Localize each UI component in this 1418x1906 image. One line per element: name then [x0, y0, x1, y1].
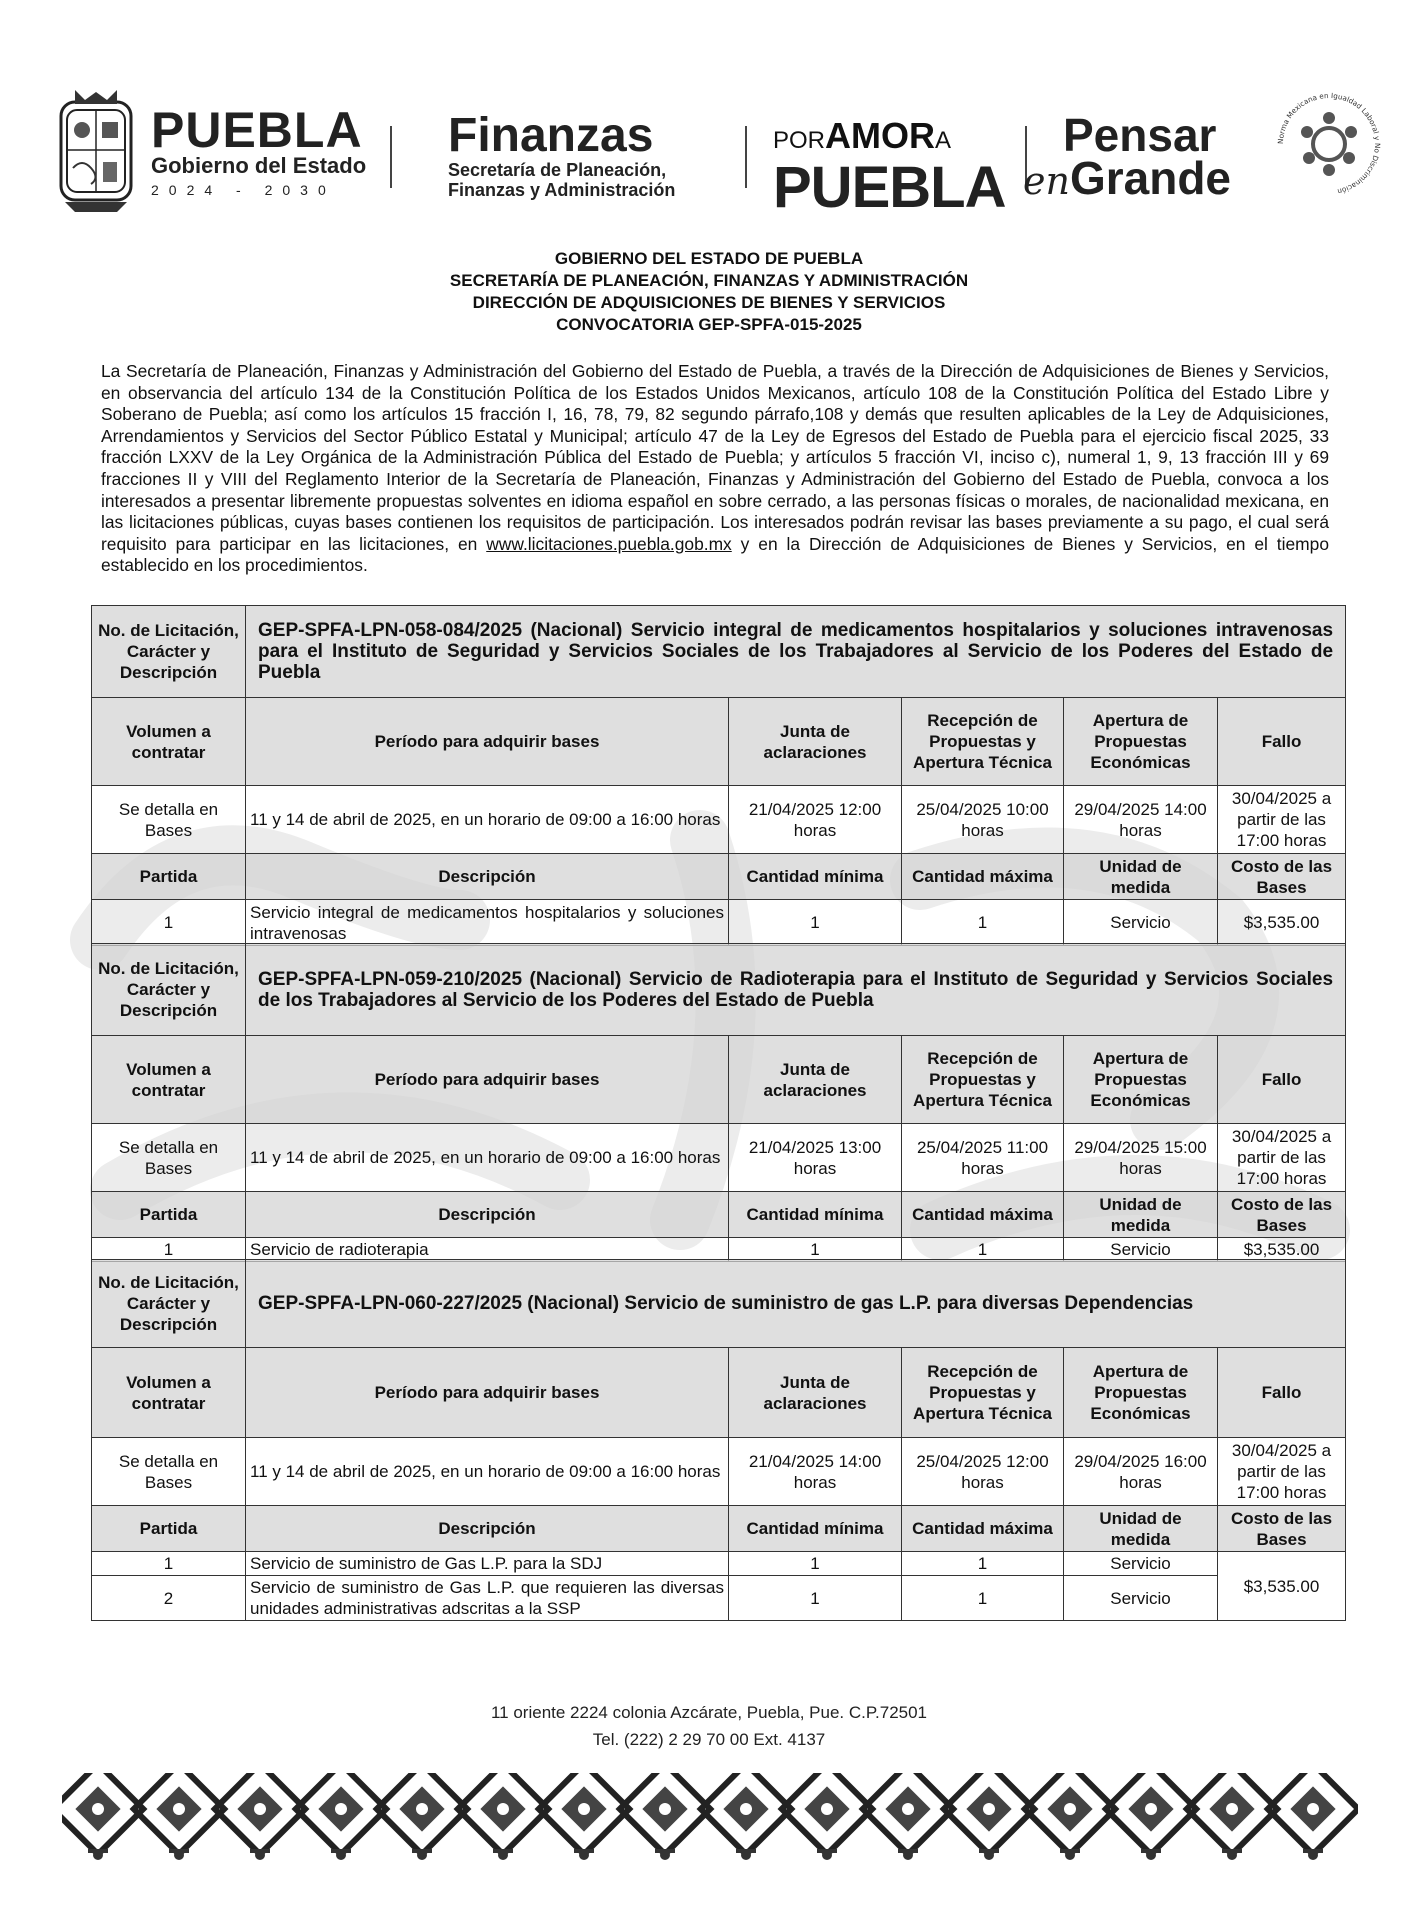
partida-descripcion: Servicio de radioterapia — [246, 1238, 729, 1262]
label-recepcion: Recepción de Propuestas y Apertura Técnica — [902, 1036, 1064, 1124]
intro-paragraph — [101, 361, 1329, 577]
licitacion-table-2 — [91, 943, 1346, 1262]
partida-number: 1 — [92, 900, 246, 946]
recepcion-value: 25/04/2025 11:00 horas — [902, 1124, 1064, 1192]
partida-cant-min: 1 — [729, 1552, 902, 1576]
licitacion-title: GEP-SPFA-LPN-059-210/2025 (Nacional) Servicio de Radioterapia para el Instituto de Seguridad y Servicios Sociales de los Trabajadores al Servicio de los Poderes del Estado de Puebla — [246, 944, 1346, 1036]
partida-unidad: Servicio — [1064, 1238, 1218, 1262]
junta-value: 21/04/2025 12:00 horas — [729, 786, 902, 854]
recepcion-value: 25/04/2025 10:00 horas — [902, 786, 1064, 854]
label-costo: Costo de las Bases — [1218, 1506, 1346, 1552]
finanzas-logo — [448, 109, 676, 200]
licitacion-table-3 — [91, 1259, 1346, 1621]
label-partida: Partida — [92, 1192, 246, 1238]
label-costo: Costo de las Bases — [1218, 1192, 1346, 1238]
label-no-licitacion: No. de Licitación, Carácter y Descripción — [92, 1260, 246, 1348]
partida-cant-max: 1 — [902, 900, 1064, 946]
label-volumen: Volumen a contratar — [92, 1036, 246, 1124]
table-row — [92, 1238, 1346, 1262]
label-cant-min: Cantidad mínima — [729, 1192, 902, 1238]
partida-costo: $3,535.00 — [1218, 1238, 1346, 1262]
intro-text: La Secretaría de Planeación, Finanzas y Administración del Gobierno del Estado de Puebla, a través de la Dirección de Adquisiciones de Bienes y Servicios, en observancia del artículo 134 de la Constitución Política de los Estados Unidos Mexicanos, artículo 108 de la Constitución Política del Estado Libre y Soberano de Puebla; así como los artículos 15 fracción I, 16, 78, 79, 82 segundo párrafo,108 y demás que resulten aplicables de la Ley de Adquisiciones, Arrendamientos y Servicios del Sector Público Estatal y Municipal; artículo 47 de la Ley de Egresos del Estado de Puebla para el ejercicio fiscal 2025, 33 fracción LXXV de la Ley Orgánica de la Administración Pública del Estado de Puebla; y artículos 5 fracción VI, inciso c), numeral 1, 9, 13 fracción III y 69 fracciones II y VIII del Reglamento Interior de la Secretaría de Planeación, Finanzas y Administración del Gobierno del Estado de Puebla, convoca a los interesados a presentar libremente propuestas solventes en idioma español en sobre cerrado, a las personas físicas o morales, de nacionalidad mexicana, en las licitaciones públicas, cuyas bases contienen los requisitos de participación. Los interesados podrán revisar las bases previamente a su pago, el cual será requisito para participar en las licitaciones, en — [101, 361, 1329, 554]
label-descripcion: Descripción — [246, 1506, 729, 1552]
heading-line-gobierno: GOBIERNO DEL ESTADO DE PUEBLA — [554, 249, 864, 268]
label-apertura: Apertura de Propuestas Económicas — [1064, 698, 1218, 786]
volumen-value: Se detalla en Bases — [92, 1438, 246, 1506]
partida-number: 2 — [92, 1576, 246, 1621]
label-recepcion: Recepción de Propuestas y Apertura Técnica — [902, 698, 1064, 786]
puebla-logo-title: PUEBLA — [151, 102, 363, 158]
label-partida: Partida — [92, 1506, 246, 1552]
label-no-licitacion: No. de Licitación, Carácter y Descripción — [92, 944, 246, 1036]
partida-cant-min: 1 — [729, 900, 902, 946]
label-unidad: Unidad de medida — [1064, 1506, 1218, 1552]
licitaciones-link[interactable]: www.licitaciones.puebla.gob.mx — [486, 533, 732, 554]
label-apertura: Apertura de Propuestas Económicas — [1064, 1348, 1218, 1438]
licitacion-title: GEP-SPFA-LPN-058-084/2025 (Nacional) Servicio integral de medicamentos hospitalarios y soluciones intravenosas para el Instituto de Seguridad y Servicios Sociales de los Trabajadores al Servicio de los Poderes del Estado de Puebla — [246, 606, 1346, 698]
puebla-logo-subtitle: Gobierno del Estado — [151, 153, 367, 178]
en-word: en — [1023, 159, 1070, 203]
intro-text-end: y en la Dirección de Adquisiciones de Bienes y Servicios, en el tiempo establecido en los procedimientos. — [101, 533, 1329, 576]
seal-text: Norma Mexicana en Igualdad Laboral y No Discriminación — [1275, 90, 1383, 197]
partida-cant-max: 1 — [902, 1238, 1064, 1262]
decorative-border-pattern — [62, 1773, 1358, 1865]
label-descripcion: Descripción — [246, 854, 729, 900]
label-unidad: Unidad de medida — [1064, 1192, 1218, 1238]
label-junta: Junta de aclaraciones — [729, 1348, 902, 1438]
label-apertura: Apertura de Propuestas Económicas — [1064, 1036, 1218, 1124]
volumen-value: Se detalla en Bases — [92, 786, 246, 854]
label-cant-max: Cantidad máxima — [902, 1506, 1064, 1552]
heading-line-convocatoria: CONVOCATORIA GEP-SPFA-015-2025 — [556, 315, 862, 334]
table-row — [92, 1552, 1346, 1576]
footer-phone: Tel. (222) 2 29 70 00 Ext. 4137 — [592, 1730, 826, 1749]
pensar-word: Pensar — [1063, 109, 1217, 161]
partida-cant-min: 1 — [729, 1576, 902, 1621]
label-partida: Partida — [92, 854, 246, 900]
partida-costo: $3,535.00 — [1218, 900, 1346, 946]
junta-value: 21/04/2025 14:00 horas — [729, 1438, 902, 1506]
pensar-en-grande-logo — [1023, 109, 1232, 204]
label-cant-max: Cantidad máxima — [902, 1192, 1064, 1238]
partida-costo: $3,535.00 — [1218, 1552, 1346, 1621]
finanzas-logo-title: Finanzas — [448, 109, 654, 162]
volumen-value: Se detalla en Bases — [92, 1124, 246, 1192]
fallo-value: 30/04/2025 a partir de las 17:00 horas — [1218, 1124, 1346, 1192]
por-amor-word-puebla: PUEBLA — [773, 155, 1006, 220]
partida-cant-max: 1 — [902, 1576, 1064, 1621]
document-heading — [0, 248, 1418, 336]
partida-unidad: Servicio — [1064, 1576, 1218, 1621]
logo-divider — [745, 126, 747, 188]
licitacion-title: GEP-SPFA-LPN-060-227/2025 (Nacional) Servicio de suministro de gas L.P. para diversas Dependencias — [246, 1260, 1346, 1348]
fallo-value: 30/04/2025 a partir de las 17:00 horas — [1218, 1438, 1346, 1506]
footer-contact — [0, 1699, 1418, 1753]
periodo-value: 11 y 14 de abril de 2025, en un horario de 09:00 a 16:00 horas — [246, 1438, 729, 1506]
label-periodo: Período para adquirir bases — [246, 698, 729, 786]
partida-unidad: Servicio — [1064, 1552, 1218, 1576]
label-cant-min: Cantidad mínima — [729, 1506, 902, 1552]
fallo-value: 30/04/2025 a partir de las 17:00 horas — [1218, 786, 1346, 854]
label-periodo: Período para adquirir bases — [246, 1036, 729, 1124]
periodo-value: 11 y 14 de abril de 2025, en un horario de 09:00 a 16:00 horas — [246, 786, 729, 854]
label-costo: Costo de las Bases — [1218, 854, 1346, 900]
label-recepcion: Recepción de Propuestas y Apertura Técnica — [902, 1348, 1064, 1438]
puebla-logo-years: 2024 - 2030 — [151, 182, 336, 198]
apertura-value: 29/04/2025 16:00 horas — [1064, 1438, 1218, 1506]
partida-number: 1 — [92, 1552, 246, 1576]
junta-value: 21/04/2025 13:00 horas — [729, 1124, 902, 1192]
table-row — [92, 900, 1346, 946]
partida-number: 1 — [92, 1238, 246, 1262]
label-periodo: Período para adquirir bases — [246, 1348, 729, 1438]
partida-unidad: Servicio — [1064, 900, 1218, 946]
finanzas-logo-line-1: Secretaría de Planeación, — [448, 160, 667, 180]
svg-text:Norma Mexicana en Igualdad Lab — [1276, 91, 1382, 196]
label-fallo: Fallo — [1218, 1348, 1346, 1438]
partida-cant-min: 1 — [729, 1238, 902, 1262]
por-amor-word-por: POR — [773, 127, 826, 154]
label-unidad: Unidad de medida — [1064, 854, 1218, 900]
table-row — [92, 1576, 1346, 1621]
partida-descripcion: Servicio de suministro de Gas L.P. para la SDJ — [246, 1552, 729, 1576]
label-cant-max: Cantidad máxima — [902, 854, 1064, 900]
partida-descripcion: Servicio de suministro de Gas L.P. que requieren las diversas unidades administrativas adscritas a la SSP — [246, 1576, 729, 1621]
apertura-value: 29/04/2025 14:00 horas — [1064, 786, 1218, 854]
label-volumen: Volumen a contratar — [92, 1348, 246, 1438]
por-amor-word-a: A — [935, 127, 952, 154]
label-fallo: Fallo — [1218, 698, 1346, 786]
grande-word: Grande — [1069, 152, 1232, 204]
puebla-gobierno-logo — [151, 102, 367, 198]
periodo-value: 11 y 14 de abril de 2025, en un horario de 09:00 a 16:00 horas — [246, 1124, 729, 1192]
finanzas-logo-line-2: Finanzas y Administración — [448, 180, 676, 200]
label-cant-min: Cantidad mínima — [729, 854, 902, 900]
heading-line-direccion: DIRECCIÓN DE ADQUISICIONES DE BIENES Y SERVICIOS — [472, 293, 946, 312]
label-junta: Junta de aclaraciones — [729, 698, 902, 786]
licitacion-table-1 — [91, 605, 1346, 946]
label-no-licitacion: No. de Licitación, Carácter y Descripción — [92, 606, 246, 698]
label-junta: Junta de aclaraciones — [729, 1036, 902, 1124]
partida-cant-max: 1 — [902, 1552, 1064, 1576]
apertura-value: 29/04/2025 15:00 horas — [1064, 1124, 1218, 1192]
por-amor-a-puebla-logo — [773, 115, 1006, 220]
puebla-coat-of-arms-icon — [55, 88, 137, 214]
footer-address: 11 oriente 2224 colonia Azcárate, Puebla, Pue. C.P.72501 — [490, 1703, 928, 1722]
recepcion-value: 25/04/2025 12:00 horas — [902, 1438, 1064, 1506]
header-logos — [55, 88, 1385, 218]
por-amor-word-amor: AMOR — [825, 115, 936, 156]
igualdad-laboral-seal-icon — [1273, 88, 1385, 200]
heading-line-secretaria: SECRETARÍA DE PLANEACIÓN, FINANZAS Y ADMINISTRACIÓN — [449, 271, 969, 290]
label-volumen: Volumen a contratar — [92, 698, 246, 786]
label-fallo: Fallo — [1218, 1036, 1346, 1124]
label-descripcion: Descripción — [246, 1192, 729, 1238]
partida-descripcion: Servicio integral de medicamentos hospitalarios y soluciones intravenosas — [246, 900, 729, 946]
logo-divider — [390, 126, 392, 188]
